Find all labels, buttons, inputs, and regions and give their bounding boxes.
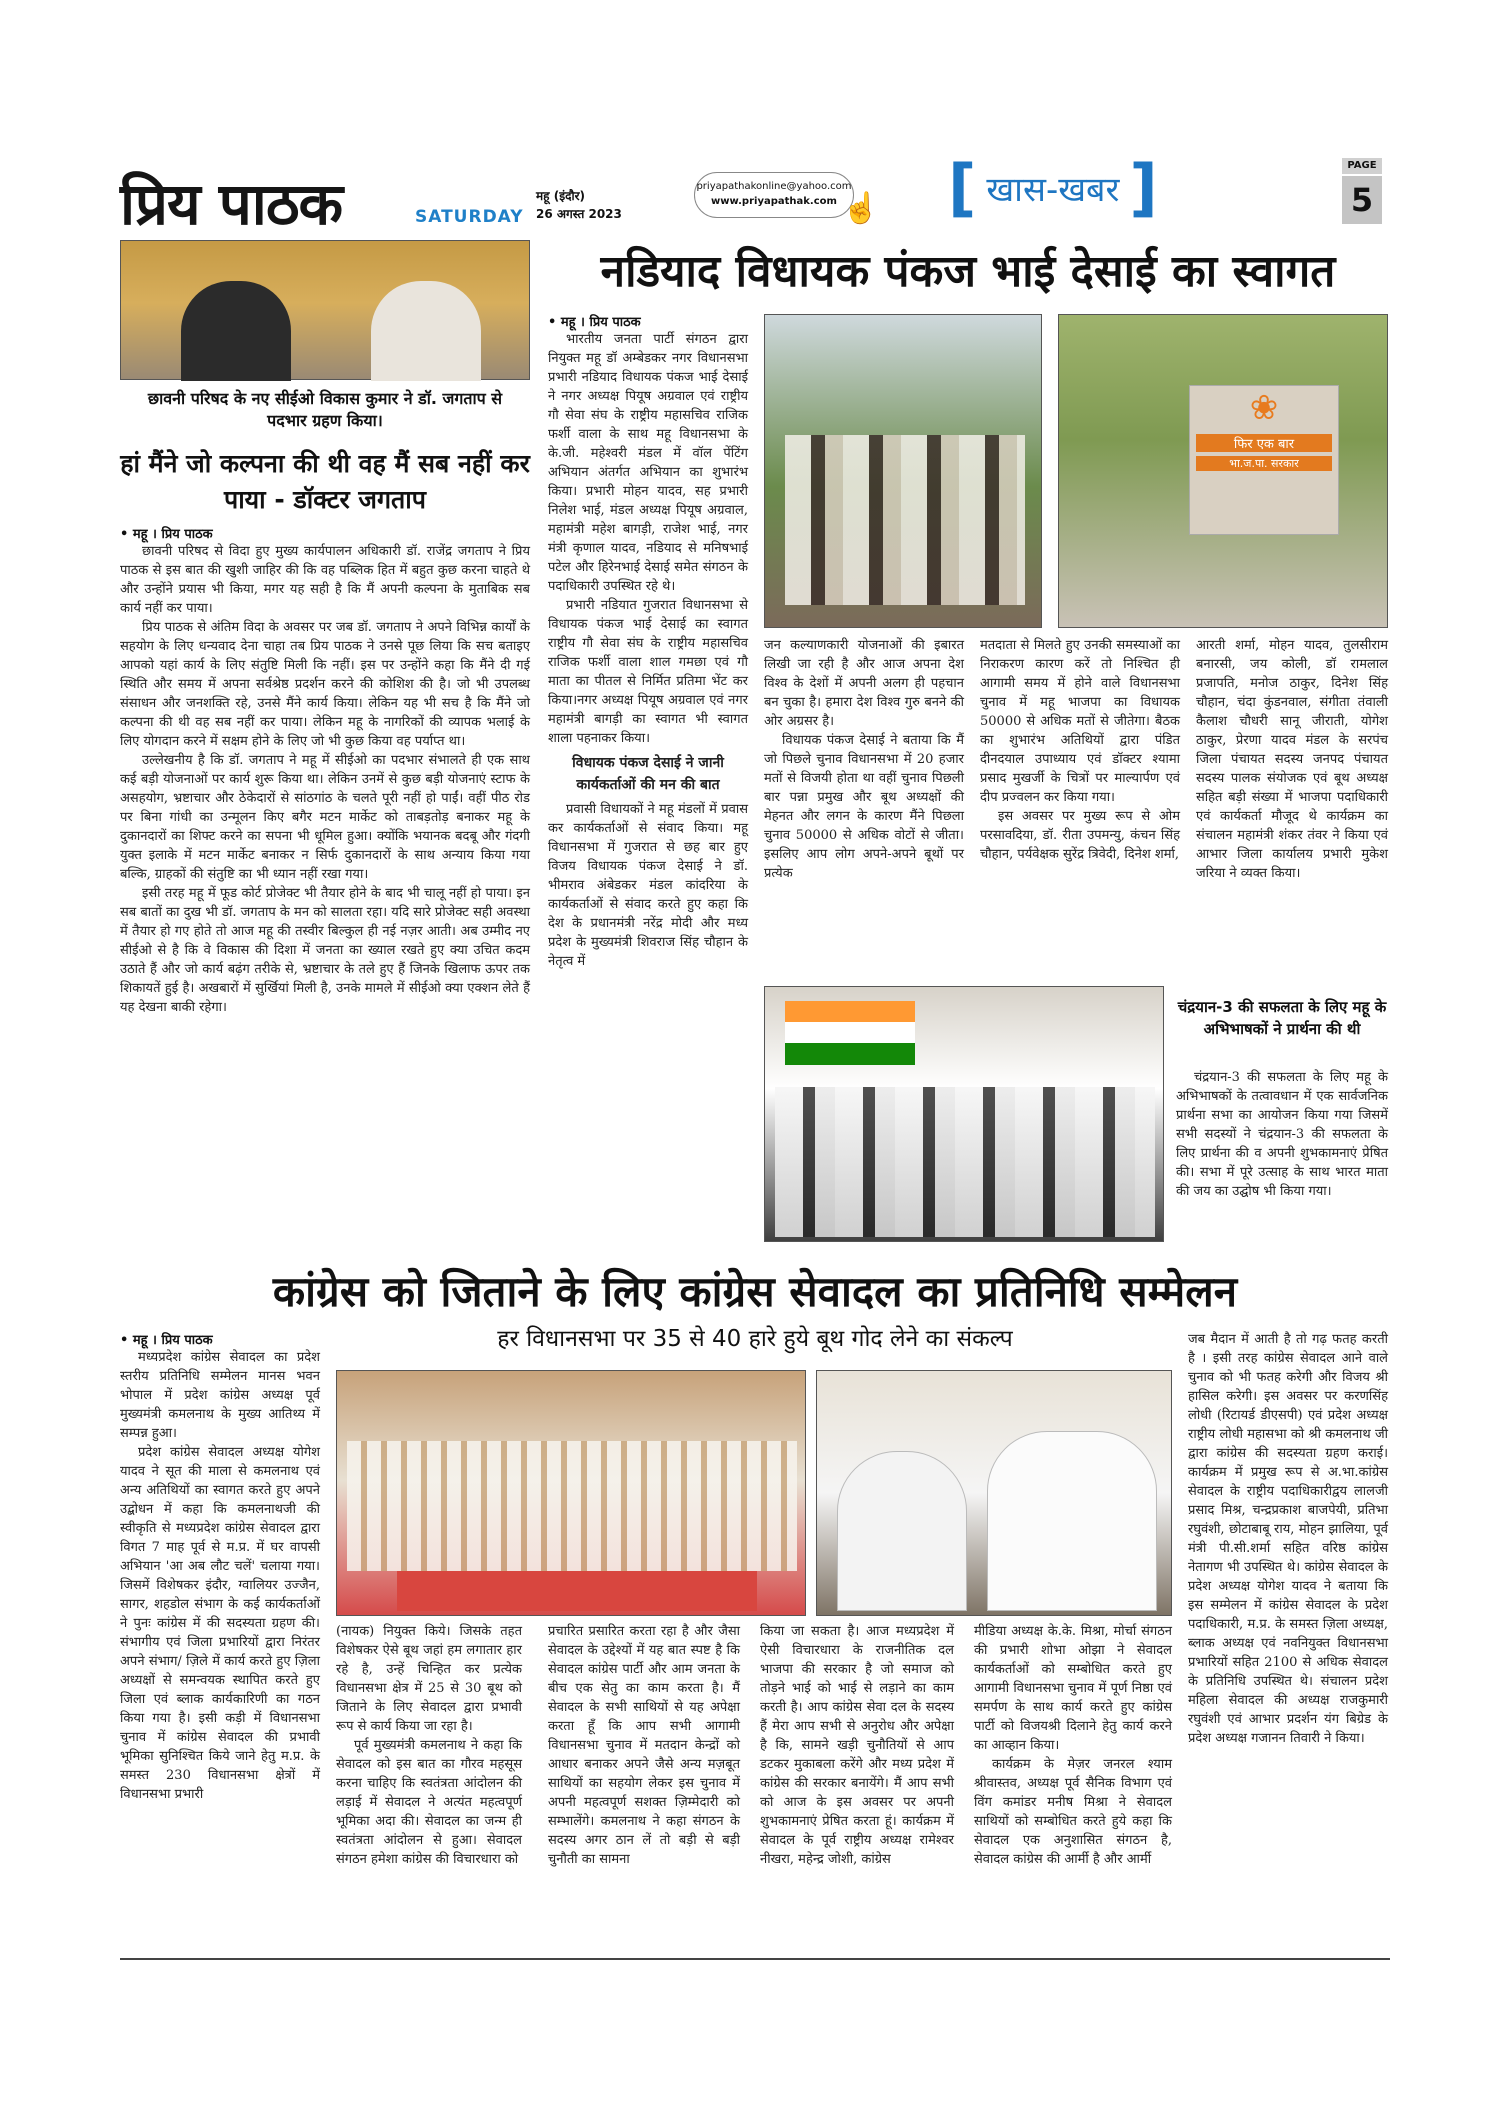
ceo-handover-photo [120, 240, 530, 380]
stage-carpet [397, 1571, 757, 1611]
person-figure [837, 1451, 967, 1611]
kamalnath-photo [816, 1370, 1172, 1616]
section-title: खास-खबर [986, 170, 1120, 210]
sevadal-paragraph: प्रदेश कांग्रेस सेवादल अध्यक्ष योगेश यादव ने सूत की माला से कमलनाथ एवं अन्य अतिथियों का स्वागत करते हुए अपने उद्बोधन में कहा कि कमलनाथजी की स्वीकृति से मध्यप्रदेश कांग्रेस सेवादल द्वारा विगत 7 माह पूर्व से म.प्र. में घर वापसी अभियान 'आ अब लौट चलें' चलाया गया। जिसमें विशेषकर इंदौर, ग्वालियर उज्जैन, सागर, शहडोल संभाग के कई कार्यकर्ताओं ने पुनः कांग्रेस में की सदस्यता ग्रहण की। संभागीय एवं जिला प्रभारियों द्वारा निरंतर अपने संभाग/ ज़िले में कार्य करते हुए ज़िला अध्यक्षों से समन्वयक स्थापित करते हुए जिला एवं ब्लाक कार्यकारिणी का गठन किया गया है। इसी कड़ी में विधानसभा चुनाव में कांग्रेस सेवादल की प्रभावी भूमिका सुनिश्चित किये जाने हेतु म.प्र. के समस्त 230 विधानसभा क्षेत्रों में विधानसभा प्रभारी [120, 1445, 320, 1802]
sevadal-paragraph: मध्यप्रदेश कांग्रेस सेवादल का प्रदेश स्तरीय प्रतिनिधि सम्मेलन मानस भवन भोपाल में प्रदेश कांग्रेस अध्यक्ष पूर्व मुख्यमंत्री कमलनाथ के मुख्य आतिथ्य में सम्पन्न हुआ। [120, 1350, 320, 1441]
weekday-label: SATURDAY [415, 207, 524, 227]
chandrayaan-paragraph: चंद्रयान-3 की सफलता के लिए महू के अभिभाषकों के तत्वावधान में एक सार्वजनिक प्रार्थना सभा का आयोजन किया गया जिसमें सभी सदस्यों ने चंद्रयान-3 की सफलता के लिए प्रार्थना की व अपनी शुभकामनाएं प्रेषित की। सभा में पूरे उत्साह के साथ भारत माता की जय का उद्घोष भी किया गया। [1176, 1070, 1388, 1199]
desai-paragraph: भारतीय जनता पार्टी संगठन द्वारा नियुक्त महू डॉ अम्बेडकर नगर विधानसभा प्रभारी नडियाद विधायक पंकज भाई देसाई ने नगर अध्यक्ष पियूष अग्रवाल एवं राष्ट्रीय गौ सेवा संघ के राष्ट्रीय महासचिव राजिक फर्शी वाला के साथ महू विधानसभा के के.जी. महेश्वरी मंडल में वॉल पेंटिंग अभियान अंतर्गत अभियान का शुभारंभ किया। प्रभारी मोहन यादव, सह प्रभारी निलेश भाई, मंडल अध्यक्ष पियूष अग्रवाल, महामंत्री महेश बागड़ी, राजेश भाई, नगर मंत्री कृणाल यादव, नडियाद से मनिषभाई पटेल और हिरेनभाई देसाई समेत संगठन के पदाधिकारी उपस्थित रहे थे। [548, 332, 748, 594]
sevadal-column-5 [974, 1622, 1172, 1869]
desai-subheading: विधायक पंकज देसाई ने जानी कार्यकर्ताओं की मन की बात [572, 755, 724, 793]
sevadal-headline: कांग्रेस को जिताने के लिए कांग्रेस सेवादल का प्रतिनिधि सम्मेलन [272, 1267, 1238, 1316]
desai-column-3 [980, 636, 1180, 864]
sevadal-paragraph: पूर्व मुख्यमंत्री कमलनाथ ने कहा कि सेवादल को इस बात का गौरव महसूस करना चाहिए कि स्वतंत्रता आंदोलन की लड़ाई में सेवादल ने अत्यंत महत्वपूर्ण भूमिका अदा की। सेवादल का जन्म ही स्वतंत्रता आंदोलन से हुआ। सेवादल संगठन हमेशा कांग्रेस की विचारधारा को [336, 1738, 522, 1867]
sevadal-conference-photo [336, 1370, 806, 1616]
right-bracket-icon: ] [1129, 151, 1158, 224]
flag-icon [785, 1001, 915, 1065]
page-number: 5 [1342, 176, 1382, 224]
pointer-hand-icon: ☝ [842, 191, 880, 226]
crowd-figures [347, 1441, 797, 1571]
desai-paragraph: प्रवासी विधायकों ने महू मंडलों में प्रवास कर कार्यकर्ताओं से संवाद किया। महू विधानसभा में गुजरात से छह बार हुए विजय विधायक पंकज देसाई ने डॉ. भीमराव अंबेडकर मंडल कांदरिया के कार्यकर्ताओं से संवाद करते हुए कहा कि देश के प्रधानमंत्री नरेंद्र मोदी और मध्य प्रदेश के मुख्यमंत्री शिवराज सिंह चौहान के नेतृत्व में [548, 802, 748, 969]
sevadal-column-1 [120, 1348, 320, 1804]
group-figures [785, 435, 1025, 605]
sevadal-paragraph: प्रचारित प्रसारित करता रहा है और जैसा सेवादल के उद्देश्यों में यह बात स्पष्ट है कि सेवादल कांग्रेस पार्टी और आम जनता के बीच एक सेतु का काम करता है। मैं सेवादल के सभी साथियों से यह अपेक्षा करता हूँ कि आप सभी आगामी विधानसभा चुनाव में मतदान केन्द्रों को आधार बनाकर अपने जैसे अन्य मज़बूत साथियों का सहयोग लेकर इस चुनाव में अपनी महत्वपूर्ण सशक्त ज़िम्मेदारी को सम्भालेंगे। कमलनाथ ने कहा संगठन के सदस्य अगर ठान लें तो बड़ी से बड़ी चुनौती का सामना [548, 1624, 740, 1867]
desai-paragraph: विधायक पंकज देसाई ने बताया कि मैं जो पिछले चुनाव विधानसभा में 20 हजार मतों से विजयी होता था वहीं चुनाव पिछली बार पन्ना प्रमुख और बूथ अध्यक्षों की मेहनत और लगन के कारण मैंने पिछला चुनाव 50000 से अधिक वोटों से जीता। इसलिए आप लोग अपने-अपने बूथों पर प्रत्येक [764, 733, 964, 881]
dateline [536, 187, 656, 223]
page-label: PAGE [1342, 158, 1382, 174]
person-right-figure [371, 281, 481, 381]
location-text: महू (इंदौर) [536, 189, 585, 203]
sevadal-column-6 [1188, 1330, 1388, 1748]
jagtap-paragraph: इसी तरह महू में फूड कोर्ट प्रोजेक्ट भी तैयार होने के बाद भी चालू नहीं हो पाया। इन सब बातों का दुख भी डॉ. जगताप के मन को सालता रहा। यदि सारे प्रोजेक्ट सही अवस्था में तैयार हो गए होते तो आज महू की तस्वीर बिल्कुल ही नई नज़र आती। अब उम्मीद नए सीईओ से है कि वे विकास की दिशा में जनता का ख्याल रखते हुए क्या उचित कदम उठाते हैं और जो कार्य बढ़ंग तरीके से, भ्रष्टाचार के तले हुए हैं जिनके खिलाफ ऊपर तक शिकायतें हुई है। अखबारों में सुर्खियां मिली है, उनके मामले में सीईओ क्या एक्शन लेते हैं यह देखना बाकी रहेगा। [120, 886, 530, 1015]
chandrayaan-body [1176, 1068, 1388, 1201]
section-banner [948, 151, 1198, 224]
painted-wall [1189, 385, 1339, 535]
newspaper-logo: प्रिय पाठक [120, 170, 343, 238]
sevadal-paragraph: जब मैदान में आती है तो गढ़ फतह करती है । इसी तरह कांग्रेस सेवादल आने वाले चुनाव को भी फतह करेगी और विजय श्री हासिल करेगी। इस अवसर पर करणसिंह लोधी (रिटायर्ड डीएसपी) एवं प्रदेश अध्यक्ष राष्ट्रीय लोधी महासभा को श्री कमलनाथ जी द्वारा कांग्रेस की सदस्यता ग्रहण कराई। कार्यक्रम में प्रमुख रूप से अ.भा.कांग्रेस सेवादल के राष्ट्रीय पदाधिकारीद्वय लालजी प्रसाद मिश्र, चन्द्रप्रकाश बाजपेयी, प्रतिभा रघुवंशी, छोटाबाबू राय, मोहन झालिया, पूर्व मंत्री पी.सी.शर्मा सहित वरिष्ठ कांग्रेस नेतागण भी उपस्थित थे। कांग्रेस सेवादल के प्रदेश अध्यक्ष योगेश यादव ने बताया कि इस सम्मेलन में कांग्रेस सेवादल के प्रदेश पदाधिकारी, म.प्र. के समस्त ज़िला अध्यक्ष, ब्लाक अध्यक्ष एवं नवनियुक्त विधानसभा प्रभारियों सहित 2100 से अधिक सेवादल के प्रतिनिधि उपस्थित थे। संचालन प्रदेश महिला सेवादल की अध्यक्ष राजकुमारी रघुवंशी एवं आभार प्रदर्शन यंग बिग्रेड के प्रदेश अध्यक्ष गजानन तिवारी ने किया। [1188, 1332, 1388, 1746]
wall-slogan-2: भा.ज.पा. सरकार [1196, 456, 1332, 471]
contact-badge [694, 172, 854, 218]
desai-welcome-photo [764, 314, 1042, 628]
sevadal-paragraph: मीडिया अध्यक्ष के.के. मिश्रा, मोर्चा संगठन की प्रभारी शोभा ओझा ने सेवादल कार्यकर्ताओं को सम्बोधित करते हुए आगामी विधानसभा चुनाव में पूर्ण निष्ठा एवं समर्पण के साथ कार्य करते हुए कांग्रेस पार्टी को विजयश्री दिलाने हेतु कार्य करने का आव्हान किया। [974, 1624, 1172, 1753]
wall-painting-photo [1058, 314, 1388, 628]
desai-byline: • महू । प्रिय पाठक [548, 315, 641, 330]
left-bracket-icon: [ [948, 151, 977, 224]
sevadal-paragraph: किया जा सकता है। आज मध्यप्रदेश में ऐसी विचारधारा के राजनीतिक दल भाजपा की सरकार है जो समाज को तोड़ने भाई को भाई से लड़ाने का काम करती है। आप कांग्रेस सेवा दल के सदस्य हैं मेरा आप सभी से अनुरोध और अपेक्षा है कि, सामने खड़ी चुनौतियों से आप डटकर मुकाबला करेंगे और मध्य प्रदेश में कांग्रेस की सरकार बनायेंगे। मैं आप सभी को आज के इस अवसर पर अपनी शुभकामनाएं प्रेषित करता हूं। कार्यक्रम में सेवादल के पूर्व राष्ट्रीय अध्यक्ष रामेश्वर नीखरा, महेन्द्र जोशी, कांग्रेस [760, 1624, 954, 1867]
email-text: priyapathakonline@yahoo.com [696, 181, 852, 192]
jagtap-paragraph: प्रिय पाठक से अंतिम विदा के अवसर पर जब डॉ. जगताप ने अपने विभिन्न कार्यों के सहयोग के लिए धन्यवाद देना चाहा तब प्रिय पाठक ने उनसे पूछ लिया कि सच बताइए आपको यहां कार्य के लिए संतुष्टि मिली कि नहीं। इस पर उन्होंने कहा कि मैंने दी गई स्थिति और समय में अपना सर्वश्रेष्ठ प्रदर्शन करने की कोशिश की है। जो भी उपलब्ध संसाधन और जनशक्ति रहे, उनसे मैंने कार्य किया। लेकिन यह भी सच है कि मैंने जो कल्पना की थी वह सब नहीं कर पाया। लेकिन महू के नागरिकों की व्यापक भलाई के लिए योगदान करने में सक्षम होने के लिए जो भी कुछ किया वह पर्याप्त था। [120, 620, 530, 749]
sevadal-column-2 [336, 1622, 522, 1869]
desai-paragraph: प्रभारी नडियात गुजरात विधानसभा से विधायक पंकज भाई देसाई का स्वागत राष्ट्रीय गौ सेवा संघ के राष्ट्रीय महासचिव राजिक फर्शी वाला शाल गमछा एवं गौ माता का पीतल से निर्मित प्रतिमा भेंट कर किया।नगर अध्यक्ष पियूष अग्रवाल एवं नगर महामंत्री बागड़ी का स्वागत भी स्वागत शाला पहनाकर किया। [548, 598, 748, 746]
wall-slogan-1: फिर एक बार [1196, 434, 1332, 452]
jagtap-article-body [120, 542, 530, 1017]
date-text: 26 अगस्त 2023 [536, 207, 622, 221]
sevadal-paragraph: कार्यक्रम के मेज़र जनरल श्याम श्रीवास्तव, अध्यक्ष पूर्व सैनिक विभाग एवं विंग कमांडर मनीष मिश्रा ने सेवादल साथियों को सम्बोधित करते हुये कहा कि सेवादल एक अनुशासित संगठन है, सेवादल कांग्रेस की आर्मी है और आर्मी [974, 1757, 1172, 1867]
person-left-figure [181, 281, 291, 381]
sevadal-column-4 [760, 1622, 954, 1869]
lawyers-prayer-photo [764, 986, 1164, 1242]
group-figures [775, 1087, 1155, 1237]
chandrayaan-subhead: चंद्रयान-3 की सफलता के लिए महू के अभिभाषकों ने प्रार्थना की थी [1177, 998, 1387, 1038]
sevadal-column-3 [548, 1622, 740, 1869]
desai-headline: नडियाद विधायक पंकज भाई देसाई का स्वागत [600, 246, 1336, 297]
ceo-photo-caption: छावनी परिषद के नए सीईओ विकास कुमार ने डॉ. जगताप से पदभार ग्रहण किया। [147, 389, 503, 430]
jagtap-byline: • महू । प्रिय पाठक [120, 527, 213, 542]
desai-column-2 [764, 636, 964, 883]
desai-column-1 [548, 330, 748, 971]
jagtap-paragraph: छावनी परिषद से विदा हुए मुख्य कार्यपालन अधिकारी डॉ. राजेंद्र जगताप ने प्रिय पाठक से इस बात की खुशी जाहिर की कि वह पब्लिक हित में बहुत कुछ करना चाहते थे और उन्होंने प्रयास भी किया, मगर यह सही है कि मैं अपनी कल्पना के मुताबिक सब कार्य नहीं कर पाया। [120, 544, 530, 616]
bottom-rule [120, 1958, 1390, 1960]
jagtap-paragraph: उल्लेखनीय है कि डॉ. जगताप ने महू में सीईओ का पदभार संभालते ही एक साथ कई बड़ी योजनाओं पर कार्य शुरू किया था। लेकिन उनमें से कुछ बड़ी योजनाएं स्टाफ के असहयोग, भ्रष्टाचार और ठेकेदारों से सांठगांठ के चलते पूरी नहीं हो पाईं। वहीं पीठ रोड पर बिना गांधी का उन्मूलन किए बगैर मटन मार्केट को ताबड़तोड़ बनाकर महू के दुकानदारों का शिफ्ट करने का सपना भी धूमिल हुआ। क्योंकि भयानक बदबू और गंदगी युक्त इलाके में मटन मार्केट बनाकर न सिर्फ दुकानदारों के साथ अन्याय किया गया बल्कि, ग्राहकों की संतुष्टि का भी ध्यान नहीं रखा गया। [120, 753, 530, 882]
jagtap-headline: हां मैंने जो कल्पना की थी वह मैं सब नहीं कर पाया - डॉक्टर जगताप [120, 449, 530, 514]
desai-paragraph: जन कल्याणकारी योजनाओं की इबारत लिखी जा रही है और आज अपना देश विश्व के देशों में अपनी अलग ही पहचान बन चुका है। हमारा देश विश्व गुरु बनने की ओर अग्रसर है। [764, 638, 964, 729]
desai-paragraph: इस अवसर पर मुख्य रूप से ओम परसावदिया, डॉ. रीता उपमन्यु, कंचन सिंह चौहान, पर्यवेक्षक सुरेंद्र त्रिवेदी, दिनेश शर्मा, [980, 809, 1180, 862]
website-text: www.priyapathak.com [711, 196, 837, 207]
sevadal-subheadline: हर विधानसभा पर 35 से 40 हारे हुये बूथ गोद लेने का संकल्प [497, 1326, 1013, 1352]
lotus-icon: ❀ [1249, 388, 1279, 428]
sevadal-byline: • महू । प्रिय पाठक [120, 1333, 213, 1348]
person-figure [987, 1431, 1157, 1611]
desai-paragraph: मतदाता से मिलते हुए उनकी समस्याओं का निराकरण कारण करें तो निश्चित ही आगामी समय में होने वाले विधानसभा चुनाव में महू भाजपा का विधायक 50000 से अधिक मतों से जीतेगा। बैठक का शुभारंभ अतिथियों द्वारा पंडित दीनदयाल उपाध्याय एवं डॉक्टर श्यामा प्रसाद मुखर्जी के चित्रों पर माल्यार्पण एवं दीप प्रज्वलन कर किया गया। [980, 638, 1180, 805]
sevadal-paragraph: (नायक) नियुक्त किये। जिसके तहत विशेषकर ऐसे बूथ जहां हम लगातार हार रहे है, उन्हें चिन्हित कर प्रत्येक विधानसभा क्षेत्र में 25 से 30 बूथ को जिताने के लिए सेवादल द्वारा प्रभावी रूप से कार्य किया जा रहा है। [336, 1624, 522, 1734]
page-number-box [1342, 158, 1382, 224]
desai-column-4 [1196, 636, 1388, 883]
desai-paragraph: आरती शर्मा, मोहन यादव, तुलसीराम बनारसी, जय कोली, डॉ रामलाल प्रजापति, मनोज ठाकुर, दिनेश सिंह चौहान, चंदा कुंडनवाल, संगीता तंवाली कैलाश चौधरी सानू जीराती, योगेश ठाकुर, प्रेरणा यादव मंडल के सरपंच जिला पंचायत सदस्य जनपद पंचायत सदस्य पालक संयोजक एवं बूथ अध्यक्ष सहित बड़ी संख्या में भाजपा पदाधिकारी एवं कार्यकर्ता मौजूद थे कार्यक्रम का संचालन महामंत्री शंकर तंवर ने किया एवं आभार जिला कार्यालय प्रभारी मुकेश जरिया ने व्यक्त किया। [1196, 638, 1388, 881]
